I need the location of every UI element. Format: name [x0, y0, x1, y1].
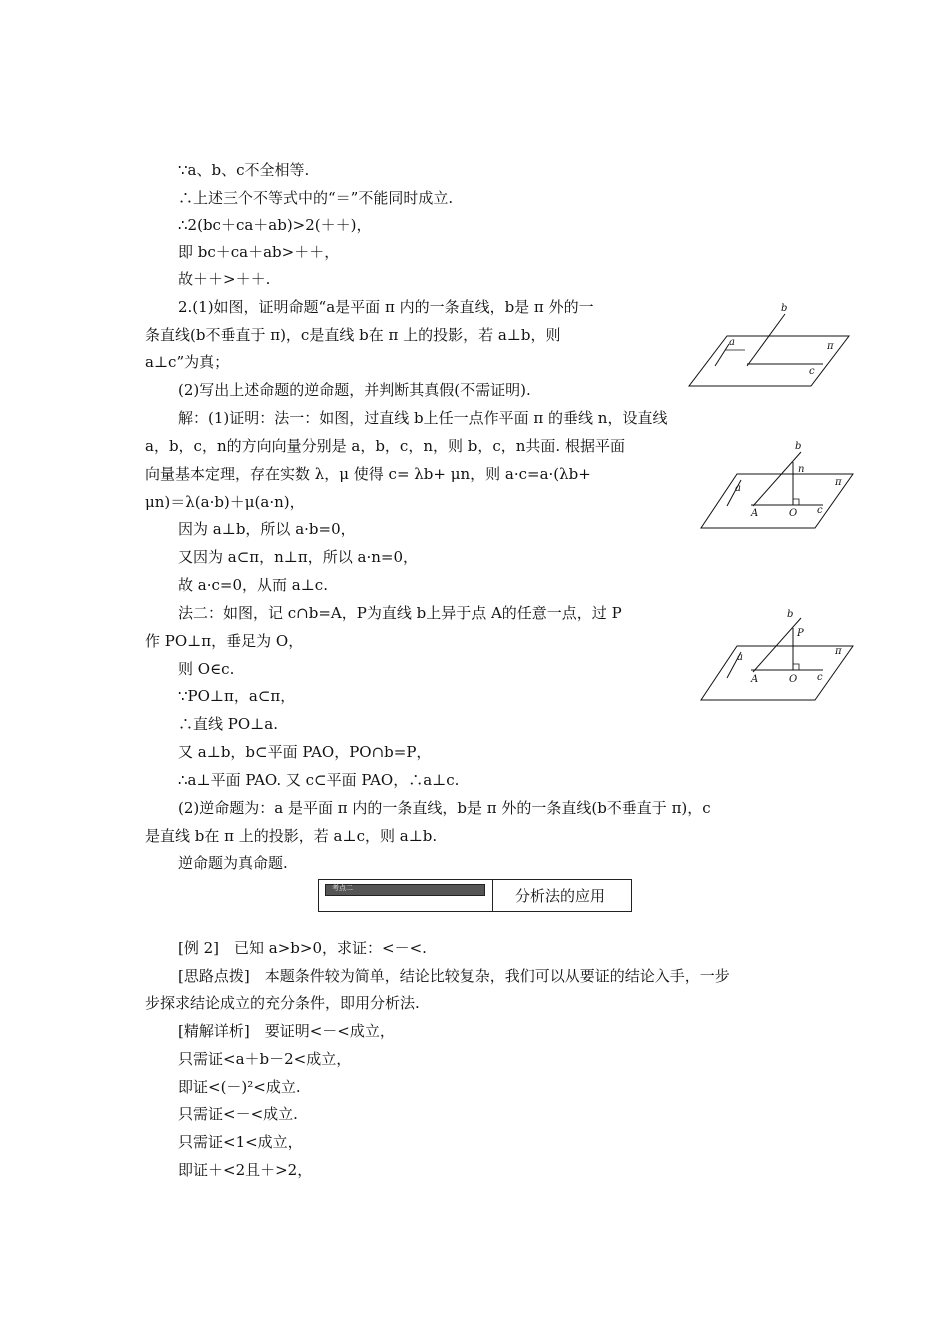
section-header — [318, 879, 632, 912]
text-line: (2)逆命题为：a 是平面 π 内的一条直线，b是 π 外的一条直线(b不垂直于 π)，c — [178, 799, 711, 817]
text-line: 步探求结论成立的充分条件，即用分析法. — [145, 994, 420, 1012]
plane-pi — [701, 646, 853, 700]
label-pi: π — [827, 341, 834, 352]
section-tag-label: 考点二 — [332, 884, 353, 892]
text-line: ∴直线 PO⊥a. — [178, 715, 278, 733]
text-line: 即证<(－)²<成立. — [178, 1078, 301, 1096]
label-a: a — [735, 483, 741, 494]
text-line: (2)写出上述命题的逆命题，并判断其真假(不需证明). — [178, 381, 531, 399]
label-A: A — [751, 674, 759, 685]
text-line: 向量基本定理，存在实数 λ，μ 使得 c= λb+ μn，则 a·c=a·(λb+ — [145, 465, 591, 483]
text-line: 则 O∈c. — [178, 660, 235, 678]
divider — [492, 880, 493, 911]
text-line: ∴a⊥平面 PAO. 又 c⊂平面 PAO，∴a⊥c. — [178, 771, 460, 789]
figure-plane-1 — [685, 300, 855, 392]
text-line: 只需证<－<成立. — [178, 1105, 298, 1123]
text-line: 故＋＋>＋＋. — [178, 270, 271, 288]
text-line: a，b，c，n的方向向量分别是 a，b，c，n，则 b，c，n共面. 根据平面 — [145, 437, 625, 455]
text-line: 因为 a⊥b，所以 a·b=0， — [178, 520, 356, 538]
text-line: 又因为 a⊂π，n⊥π，所以 a·n=0， — [178, 548, 419, 566]
text-line: 故 a·c=0，从而 a⊥c. — [178, 576, 328, 594]
text-line: 作 PO⊥π，垂足为 O， — [145, 632, 304, 650]
text-line: 即 bc＋ca＋ab>＋＋， — [178, 243, 340, 261]
section-title: 分析法的应用 — [515, 887, 606, 905]
text-line: ∵a、b、c不全相等. — [178, 161, 310, 179]
label-b: b — [781, 303, 788, 314]
text-line: 是直线 b在 π 上的投影，若 a⊥c，则 a⊥b. — [145, 827, 438, 845]
text-line: [例 2] 已知 a>b>0，求证：<－<. — [178, 939, 427, 957]
label-b: b — [787, 609, 794, 620]
label-pi: π — [835, 477, 842, 488]
text-line: 法二：如图，记 c∩b=A，P为直线 b上异于点 A的任意一点，过 P — [178, 604, 622, 622]
section-tag — [325, 884, 485, 896]
text-line: 解：(1)证明：法一：如图，过直线 b上任一点作平面 π 的垂线 n，设直线 — [178, 409, 668, 427]
label-P: P — [797, 628, 804, 639]
text-line: 逆命题为真命题. — [178, 854, 288, 872]
right-angle-mark — [793, 664, 799, 670]
label-a: a — [737, 652, 743, 663]
label-A: A — [751, 508, 759, 519]
text-line: 又 a⊥b，b⊂平面 PAO，PO∩b=P， — [178, 743, 432, 761]
label-c: c — [817, 505, 823, 516]
line-a-2 — [715, 344, 729, 366]
text-line: 即证＋<2且＋>2， — [178, 1161, 313, 1179]
line-b — [753, 452, 801, 506]
text-line: ∴上述三个不等式中的“＝”不能同时成立. — [178, 189, 454, 207]
text-line: 2.(1)如图，证明命题“a是平面 π 内的一条直线，b是 π 外的一 — [178, 298, 594, 316]
label-c: c — [809, 366, 815, 377]
text-line: [思路点拨] 本题条件较为简单，结论比较复杂，我们可以从要证的结论入手，一步 — [178, 967, 730, 985]
text-line: ∵PO⊥π，a⊂π， — [178, 687, 296, 705]
label-O: O — [789, 508, 798, 519]
label-pi: π — [835, 646, 842, 657]
text-line: 只需证<a＋b－2<成立， — [178, 1050, 352, 1068]
plane-pi — [701, 474, 853, 528]
label-O: O — [789, 674, 798, 685]
text-line: ∴2(bc＋ca＋ab)>2(＋＋)， — [178, 216, 372, 234]
right-angle-mark — [793, 499, 799, 505]
text-line: a⊥c”为真； — [145, 353, 230, 371]
figure-plane-2 — [697, 436, 859, 532]
text-line: 条直线(b不垂直于 π)，c是直线 b在 π 上的投影，若 a⊥b，则 — [145, 326, 561, 344]
label-a: a — [729, 337, 735, 348]
text-line: μn)＝λ(a·b)＋μ(a·n)， — [145, 493, 305, 511]
text-line: 只需证<1<成立， — [178, 1133, 303, 1151]
label-n: n — [798, 464, 805, 475]
label-b: b — [795, 441, 802, 452]
figure-plane-3 — [697, 608, 859, 704]
text-line: [精解详析] 要证明<－<成立， — [178, 1022, 395, 1040]
label-c: c — [817, 672, 823, 683]
line-b — [747, 314, 785, 366]
plane-pi — [689, 336, 849, 386]
